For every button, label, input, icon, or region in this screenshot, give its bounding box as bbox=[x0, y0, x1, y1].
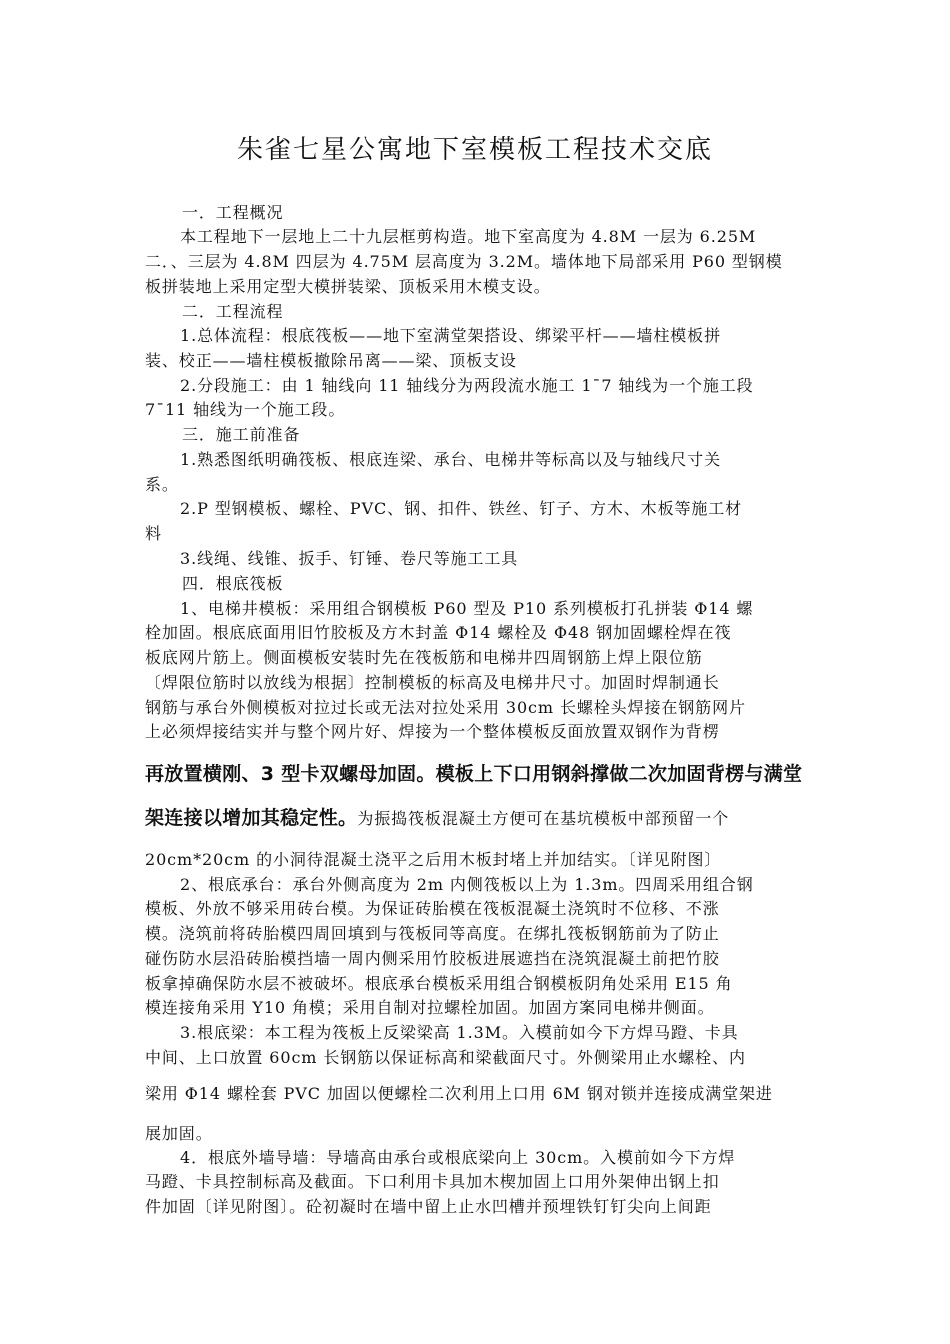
paragraph-line: 栓加固。根底底面用旧竹胶板及方木封盖 Φ14 螺栓及 Φ48 钢加固螺栓焊在筏 bbox=[145, 623, 732, 642]
section-heading: 三．施工前准备 bbox=[182, 425, 301, 444]
paragraph-line: 系。 bbox=[145, 475, 179, 494]
paragraph-line: 模连接角采用 Y10 角模；采用自制对拉螺栓加固。加固方案同电梯井侧面。 bbox=[145, 998, 715, 1017]
paragraph-line: 模板、外放不够采用砖台模。为保证砖胎模在筏板混凝土浇筑时不位移、不涨 bbox=[145, 899, 720, 918]
paragraph-line: 展加固。 bbox=[145, 1124, 213, 1143]
paragraph-line: 上必须焊接结实并与整个网片好、焊接为一个整体模板反面放置双钢作为背楞 bbox=[145, 722, 720, 741]
paragraph-line: 1.总体流程：根底筏板——地下室满堂架搭设、绑梁平杆——墙柱模板拼 bbox=[180, 326, 721, 345]
paragraph-line: 4．根底外墙导墙：导墙高由承台或根底梁向上 30cm。入模前如今下方焊 bbox=[180, 1148, 736, 1167]
paragraph-line: 3.根底梁：本工程为筏板上反梁梁高 1.3M。入模前如今下方焊马蹬、卡具 bbox=[180, 1023, 739, 1042]
paragraph-line: 1.熟悉图纸明确筏板、根底连梁、承台、电梯井等标高以及与轴线尺寸关 bbox=[180, 450, 721, 469]
paragraph-line: 20cm*20cm 的小洞待混凝土浇平之后用木板封堵上并加结实。〔详见附图〕 bbox=[145, 850, 722, 869]
paragraph-line: 2、根底承台：承台外侧高度为 2m 内侧筏板以上为 1.3m。四周采用组合钢 bbox=[180, 875, 754, 894]
paragraph-line: 2.分段施工：由 1 轴线向 11 轴线分为两段流水施工 1¯7 轴线为一个施工段 bbox=[180, 376, 754, 395]
paragraph-line: 二．、三层为 4.8M 四层为 4.75M 层高度为 3.2M。墙体地下局部采用 P60 型钢模 bbox=[145, 252, 783, 271]
paragraph-line: 料 bbox=[145, 524, 162, 543]
paragraph-line: 梁用 Φ14 螺栓套 PVC 加固以便螺栓二次利用上口用 6M 钢对锁并连接成满堂架进 bbox=[145, 1084, 773, 1103]
bold-fragment: 架连接以增加其稳定性。 bbox=[145, 807, 358, 829]
paragraph-line: 马蹬、卡具控制标高及截面。下口利用卡具加木楔加固上口用外架伸出钢上扣 bbox=[145, 1172, 720, 1191]
paragraph-line: 〔焊限位筋时以放线为根据〕控制模板的标高及电梯井尺寸。加固时焊制通长 bbox=[145, 673, 720, 692]
paragraph-line: 钢筋与承台外侧模板对拉过长或无法对拉处采用 30cm 长螺栓头焊接在钢筋网片 bbox=[145, 698, 746, 717]
section-heading: 二．工程流程 bbox=[182, 302, 284, 321]
paragraph-line: 模。浇筑前将砖胎模四周回填到与筏板同等高度。在绑扎筏板钢筋前为了防止 bbox=[145, 924, 720, 943]
paragraph-line: 板拿掉确保防水层不被破坏。根底承台模板采用组合钢模板阴角处采用 E15 角 bbox=[145, 974, 733, 993]
paragraph-line: 3.线绳、线锥、扳手、钉锤、卷尺等施工工具 bbox=[180, 549, 519, 568]
paragraph-line: 板底网片筋上。侧面模板安装时先在筏板筋和电梯井四周钢筋上焊上限位筋 bbox=[145, 648, 703, 667]
section-heading: 四．根底筏板 bbox=[182, 574, 284, 593]
paragraph-line: 1、电梯井模板：采用组合钢模板 P60 型及 P10 系列模板打孔拼装 Φ14 螺 bbox=[180, 599, 754, 618]
paragraph-line-mixed bbox=[145, 806, 810, 831]
paragraph-line: 件加固〔详见附图〕。砼初凝时在墙中留上止水凹槽并预埋铁钉钉尖向上间距 bbox=[145, 1197, 712, 1216]
paragraph-line: 7¯11 轴线为一个施工段。 bbox=[145, 400, 346, 419]
paragraph-line: 装、校正——墙柱模板撤除吊离——梁、顶板支设 bbox=[145, 351, 517, 370]
document-title: 朱雀七星公寓地下室模板工程技术交底 bbox=[236, 135, 713, 165]
paragraph-line: 板拼装地上采用定型大模拼装梁、顶板采用木模支设。 bbox=[145, 277, 551, 296]
paragraph-line: 碰伤防水层沿砖胎模挡墙一周内侧采用竹胶板进展遮挡在浇筑混凝土前把竹胶 bbox=[145, 949, 720, 968]
section-heading: 一．工程概况 bbox=[182, 203, 284, 222]
paragraph-line: 2.P 型钢模板、螺栓、PVC、钢、扣件、铁丝、钉子、方木、木板等施工材 bbox=[180, 499, 743, 518]
paragraph-line: 中间、上口放置 60cm 长钢筋以保证标高和梁截面尺寸。外侧梁用止水螺栓、内 bbox=[145, 1048, 746, 1067]
text-fragment: 为振捣筏板混凝土方便可在基坑模板中部预留一个 bbox=[357, 809, 730, 828]
paragraph-line-bold: 再放置横刚、3 型卡双螺母加固。模板上下口用钢斜撑做二次加固背楞与满堂 bbox=[145, 763, 803, 785]
paragraph-line: 本工程地下一层地上二十九层框剪构造。地下室高度为 4.8M 一层为 6.25M bbox=[180, 227, 757, 246]
